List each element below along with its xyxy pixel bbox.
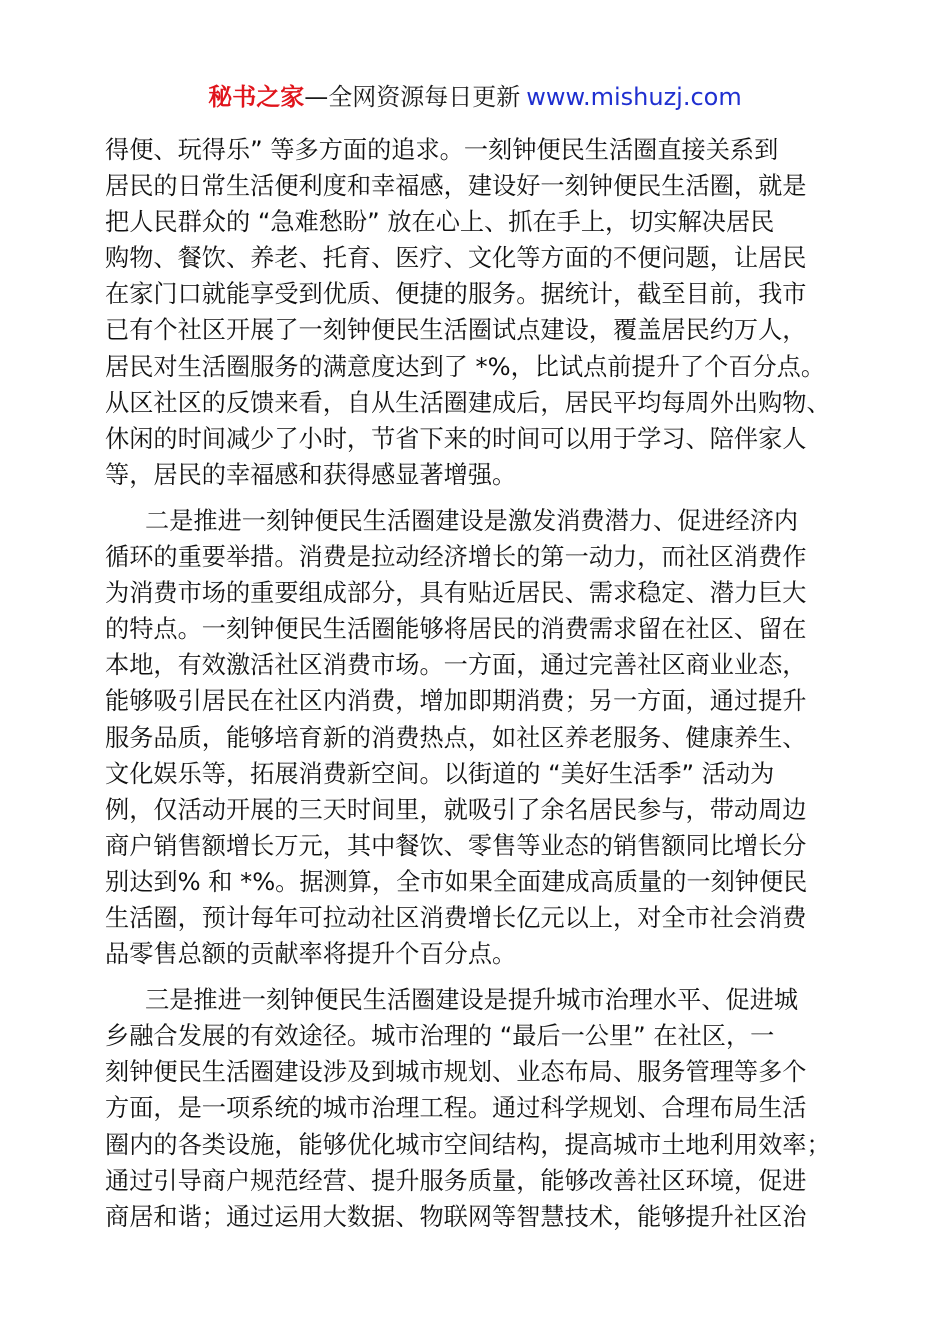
text-line: 购物、餐饮、养老、托育、医疗、文化等方面的不便问题，让居民 [105, 244, 807, 273]
paragraph-2 [105, 503, 850, 972]
text-line: 为消费市场的重要组成部分，具有贴近居民、需求稳定、潜力巨大 [105, 579, 807, 608]
text-line: 商居和谐；通过运用大数据、物联网等智慧技术，能够提升社区治 [105, 1202, 807, 1231]
text-line: 文化娱乐等，拓展消费新空间。以街道的 “美好生活季” 活动为 [105, 759, 775, 788]
text-line: 商户销售额增长万元，其中餐饮、零售等业态的销售额同比增长分 [105, 831, 807, 860]
site-header [0, 80, 950, 114]
text-line: 方面，是一项系统的城市治理工程。通过科学规划、合理布局生活 [105, 1094, 807, 1123]
text-line: 圈内的各类设施，能够优化城市空间结构，提高城市土地利用效率； [105, 1130, 831, 1159]
site-url-link[interactable]: www.mishuzj.com [526, 83, 742, 111]
text-line: 的特点。一刻钟便民生活圈能够将居民的消费需求留在社区、留在 [105, 615, 807, 644]
text-line: 居民对生活圈服务的满意度达到了 *%，比试点前提升了个百分点。 [105, 352, 826, 381]
text-line: 服务品质，能够培育新的消费热点，如社区养老服务、健康养生、 [105, 723, 807, 752]
text-line: 循环的重要举措。消费是拉动经济增长的第一动力，而社区消费作 [105, 543, 807, 572]
text-line: 在家门口就能享受到优质、便捷的服务。据统计，截至目前，我市 [105, 280, 807, 309]
text-line: 品零售总额的贡献率将提升个百分点。 [105, 940, 517, 969]
paragraph-1 [105, 132, 850, 493]
text-line: 把人民群众的 “急难愁盼” 放在心上、抓在手上，切实解决居民 [105, 208, 775, 237]
text-line: 能够吸引居民在社区内消费，增加即期消费；另一方面，通过提升 [105, 687, 807, 716]
text-line: 等，居民的幸福感和获得感显著增强。 [105, 460, 517, 489]
text-line: 休闲的时间减少了小时，节省下来的时间可以用于学习、陪伴家人 [105, 424, 807, 453]
text-line: 乡融合发展的有效途径。城市治理的 “最后一公里” 在社区，一 [105, 1022, 775, 1051]
text-line: 得便、玩得乐” 等多方面的追求。一刻钟便民生活圈直接关系到 [105, 136, 779, 164]
text-line: 本地，有效激活社区消费市场。一方面，通过完善社区商业业态， [105, 651, 807, 680]
text-line: 从区社区的反馈来看，自从生活圈建成后，居民平均每周外出购物、 [105, 388, 831, 417]
text-line: 居民的日常生活便利度和幸福感，建设好一刻钟便民生活圈，就是 [105, 172, 807, 201]
text-line: 生活圈，预计每年可拉动社区消费增长亿元以上，对全市社会消费 [105, 903, 807, 932]
header-tagline: —全网资源每日更新 [304, 83, 521, 111]
text-line: 例，仅活动开展的三天时间里，就吸引了余名居民参与，带动周边 [105, 795, 807, 824]
text-line: 二是推进一刻钟便民生活圈建设是激发消费潜力、促进经济内 [145, 506, 799, 535]
text-line: 三是推进一刻钟便民生活圈建设是提升城市治理水平、促进城 [145, 986, 799, 1015]
text-line: 通过引导商户规范经营、提升服务质量，能够改善社区环境，促进 [105, 1166, 807, 1195]
text-line: 已有个社区开展了一刻钟便民生活圈试点建设，覆盖居民约万人， [105, 316, 807, 345]
text-line: 刻钟便民生活圈建设涉及到城市规划、业态布局、服务管理等多个 [105, 1058, 807, 1087]
paragraph-3 [105, 982, 850, 1235]
brand-name: 秘书之家 [208, 83, 305, 111]
document-body [105, 132, 850, 1245]
text-line: 别达到% 和 *%。据测算，全市如果全面建成高质量的一刻钟便民 [105, 867, 808, 896]
